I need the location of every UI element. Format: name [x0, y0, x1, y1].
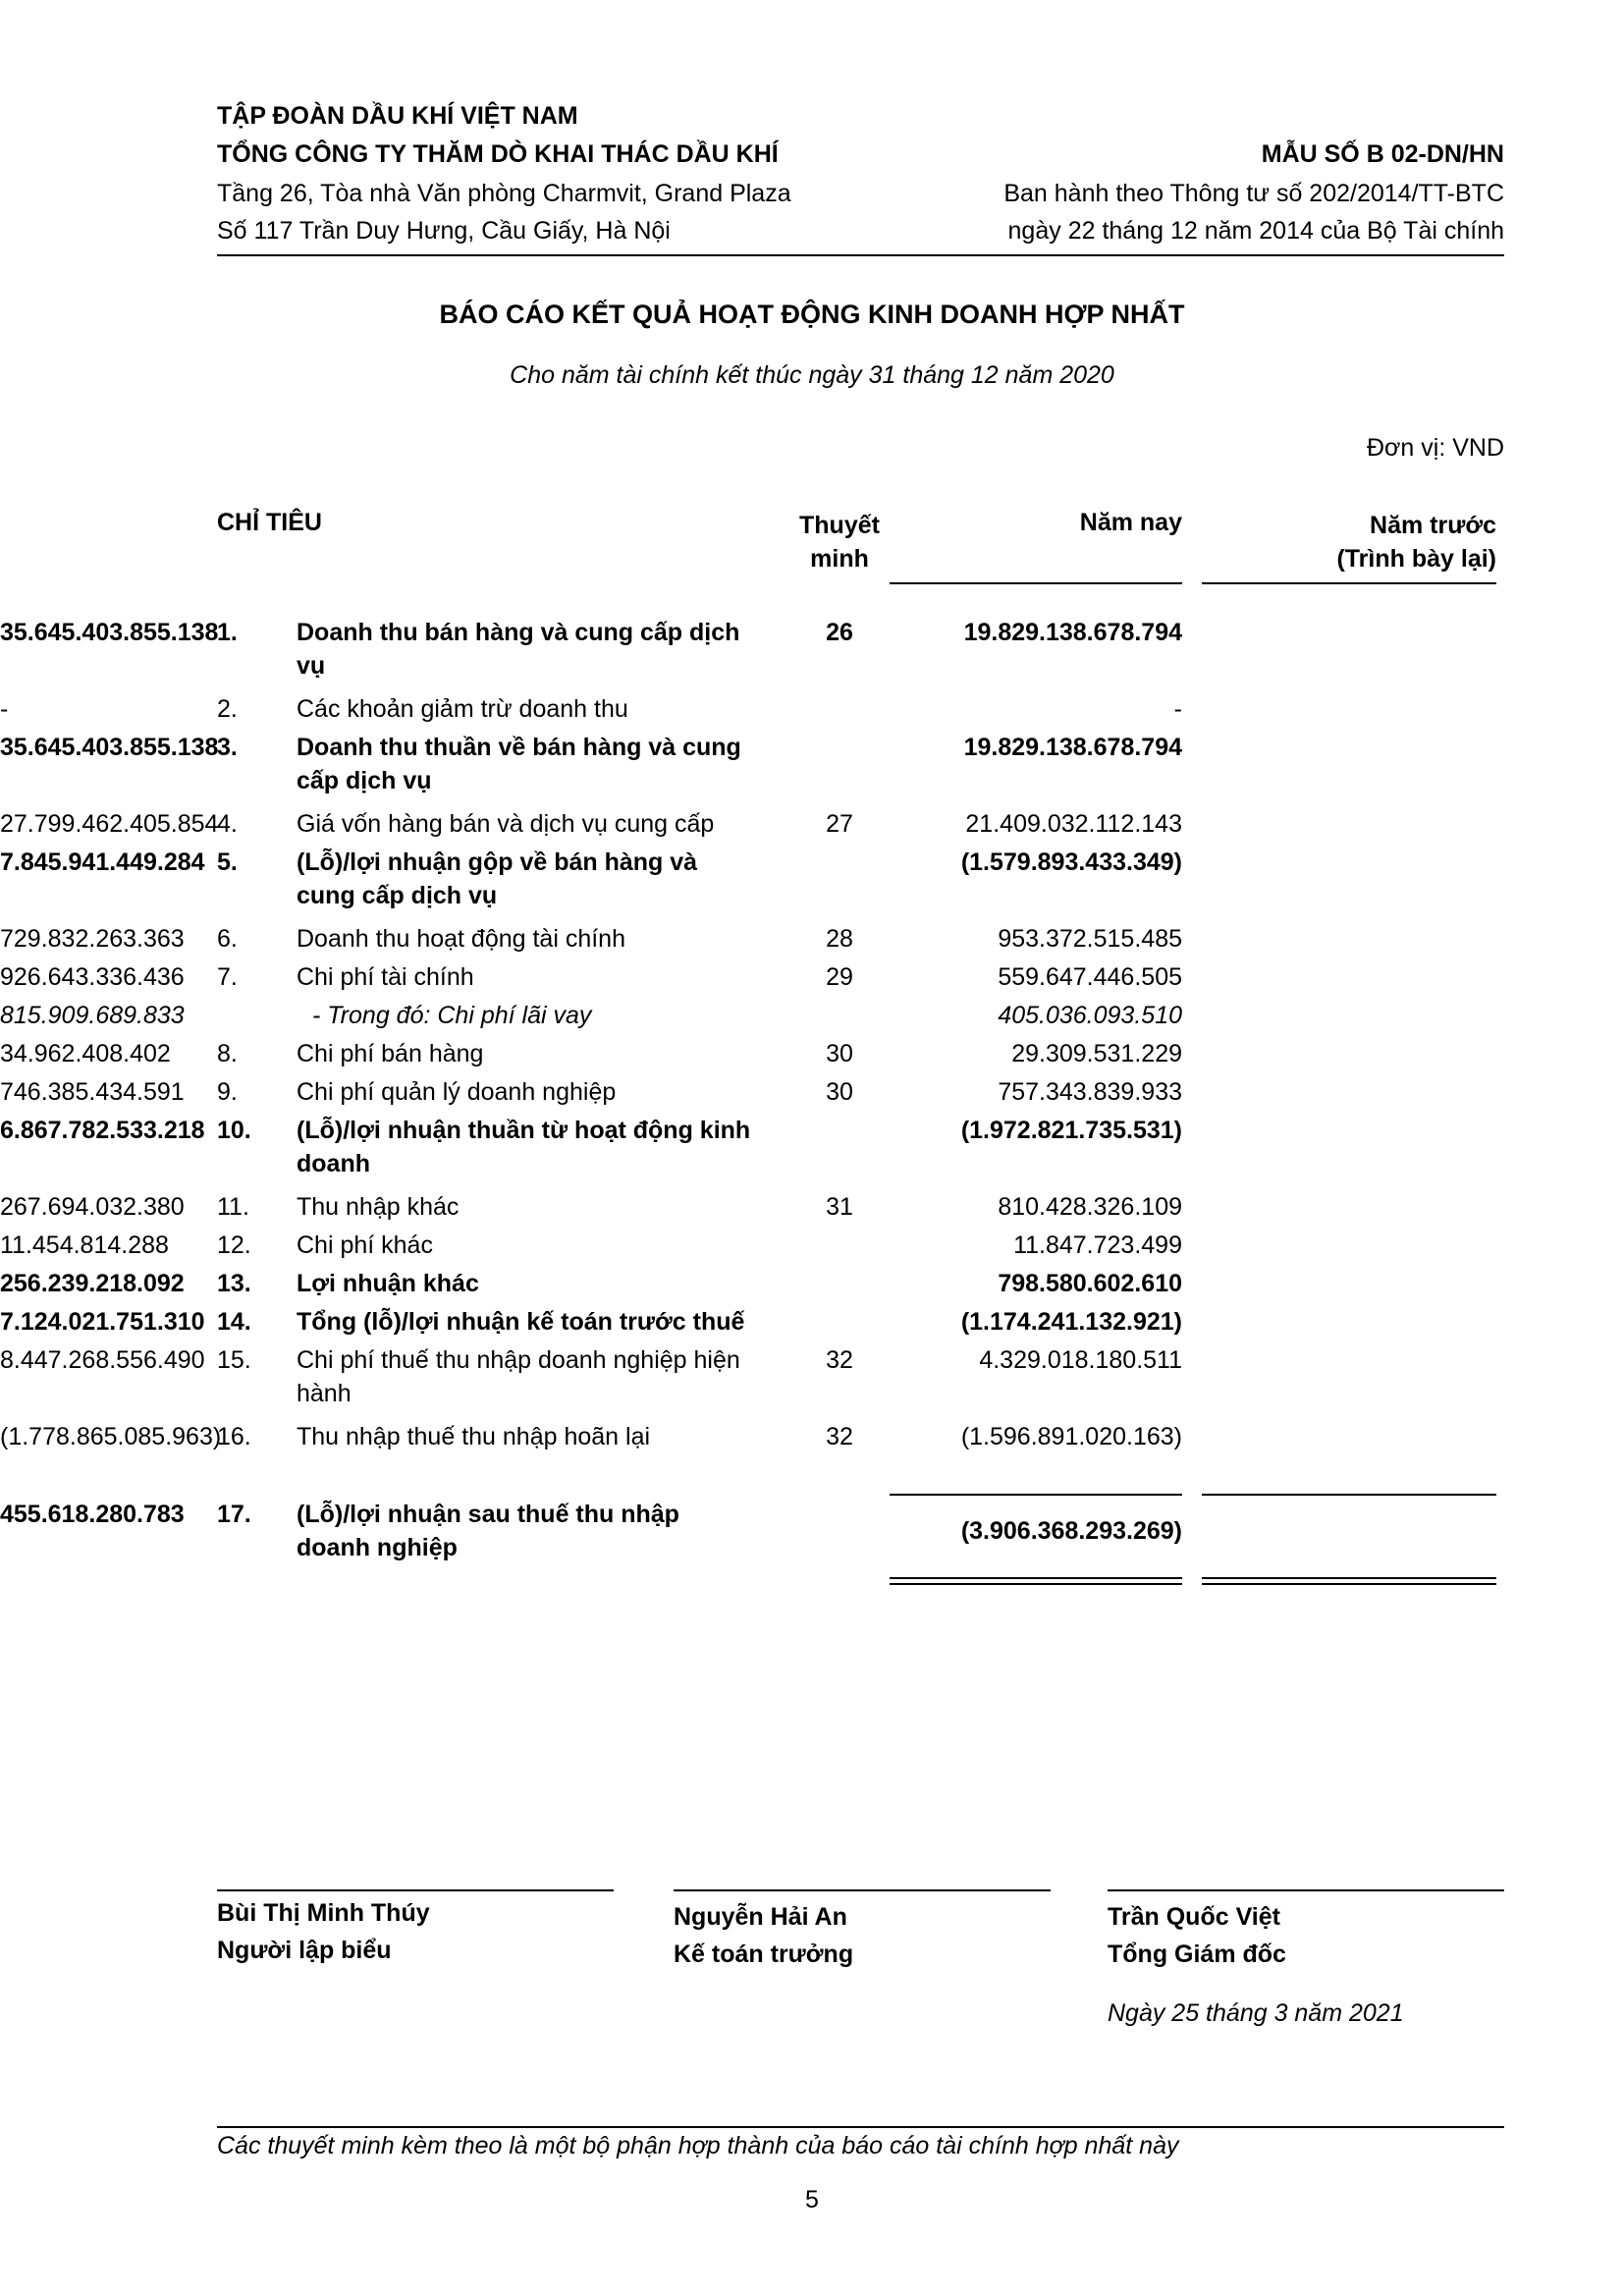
row-item-name: Chi phí khác [297, 1231, 433, 1259]
prior-year-header-underline [1202, 582, 1496, 584]
row-note-ref: 27 [826, 810, 853, 838]
row-item-name: Doanh thu bán hàng và cung cấp dịch vụ [297, 619, 740, 680]
table-row [0, 1037, 1624, 1070]
footer-note: Các thuyết minh kèm theo là một bộ phận hợp thành của báo cáo tài chính hợp nhất này [217, 2132, 1179, 2159]
row-item-name: Tổng (lỗ)/lợi nhuận kế toán trước thuế [297, 1308, 745, 1336]
row-item-name: Các khoản giảm trừ doanh thu [297, 695, 628, 723]
row-current-year-value: 21.409.032.112.143 [965, 810, 1182, 838]
row-prior-year-value: 7.845.941.449.284 [0, 848, 205, 876]
row-current-year-value: (1.174.241.132.921) [960, 1308, 1182, 1336]
row-item-name: (Lỗ)/lợi nhuận thuần từ hoạt động kinh doanh [297, 1117, 751, 1177]
row-number: 8. [217, 1040, 238, 1067]
row-note-ref: 32 [826, 1346, 853, 1374]
column-header-current-year: Năm nay [1079, 509, 1182, 536]
row-number: 9. [217, 1078, 238, 1106]
row-current-year-value: (1.972.821.735.531) [960, 1117, 1182, 1144]
row-prior-year-value: (1.778.865.085.963) [0, 1423, 222, 1450]
row-note-ref: 30 [826, 1040, 853, 1067]
row-number: 5. [217, 848, 238, 876]
row-current-year-value: 810.428.326.109 [998, 1193, 1182, 1221]
current-year-header-underline [890, 582, 1182, 584]
row-item-name: Thu nhập khác [297, 1193, 460, 1221]
signature-line-general-director [1108, 1889, 1504, 1891]
row-note-ref: 28 [826, 925, 853, 953]
row-prior-year-value: 455.618.280.783 [0, 1501, 185, 1528]
row-current-year-value: 29.309.531.229 [1011, 1040, 1182, 1067]
page-number: 5 [805, 2186, 819, 2214]
table-row [0, 922, 1624, 956]
preparer-name: Bùi Thị Minh Thúy [217, 1899, 430, 1927]
row-current-year-value: 4.329.018.180.511 [979, 1346, 1182, 1374]
row-item-name: Thu nhập thuế thu nhập hoãn lại [297, 1423, 651, 1450]
row-number: 3. [217, 734, 238, 761]
row-number: 13. [217, 1270, 251, 1297]
row-current-year-value: 559.647.446.505 [998, 963, 1182, 991]
row-prior-year-value: 815.909.689.833 [0, 1002, 185, 1029]
row-prior-year-value: 11.454.814.288 [0, 1231, 169, 1259]
report-title: BÁO CÁO KẾT QUẢ HOẠT ĐỘNG KINH DOANH HỢP NHẤT [439, 300, 1185, 329]
row-current-year-value: 405.036.093.510 [998, 1002, 1182, 1029]
column-header-note-line1: Thuyết [799, 512, 880, 539]
company-address-line1: Tầng 26, Tòa nhà Văn phòng Charmvit, Grand Plaza [217, 180, 791, 207]
signature-preparer [217, 1894, 430, 1969]
row-number: 15. [217, 1346, 251, 1374]
table-row [0, 1229, 1624, 1262]
row-number: 10. [217, 1117, 251, 1144]
current-year-double-underline [890, 1577, 1182, 1585]
table-row [0, 1305, 1624, 1339]
row-prior-year-value: 267.694.032.380 [0, 1193, 185, 1221]
table-row [0, 616, 1624, 680]
row-number: 7. [217, 963, 238, 991]
row-item-name: Doanh thu hoạt động tài chính [297, 925, 625, 953]
table-row [0, 807, 1624, 841]
row-current-year-value: (1.596.891.020.163) [960, 1423, 1182, 1450]
prior-year-total-topline [1202, 1494, 1496, 1496]
row-number: 1. [217, 619, 238, 646]
row-prior-year-value: 746.385.434.591 [0, 1078, 185, 1106]
row-number: 6. [217, 925, 238, 953]
row-prior-year-value: 729.832.263.363 [0, 925, 185, 953]
table-row [0, 1190, 1624, 1224]
table-row [0, 1114, 1624, 1177]
column-header-note [785, 509, 893, 575]
row-prior-year-value: - [0, 695, 9, 723]
column-header-note-line2: minh [810, 545, 869, 573]
row-prior-year-value: 7.124.021.751.310 [0, 1308, 205, 1336]
row-number: 2. [217, 695, 238, 723]
row-prior-year-value: 256.239.218.092 [0, 1270, 185, 1297]
preparer-title: Người lập biểu [217, 1937, 392, 1964]
signature-general-director [1108, 1898, 1286, 1973]
chief-accountant-title: Kế toán trưởng [674, 1941, 854, 1968]
row-prior-year-value: 34.962.408.402 [0, 1040, 171, 1067]
row-current-year-value: (3.906.368.293.269) [960, 1517, 1182, 1545]
row-item-name: Chi phí quản lý doanh nghiệp [297, 1078, 617, 1106]
row-item-name: (Lỗ)/lợi nhuận sau thuế thu nhập doanh nghiệp [297, 1501, 679, 1561]
row-prior-year-value: 6.867.782.533.218 [0, 1117, 205, 1144]
row-prior-year-value: 27.799.462.405.854 [0, 810, 219, 838]
regulation-line1: Ban hành theo Thông tư số 202/2014/TT-BTC [1003, 180, 1504, 207]
row-number: 17. [217, 1501, 251, 1528]
column-header-prior-line2: (Trình bày lại) [1336, 545, 1496, 573]
chief-accountant-name: Nguyễn Hải An [674, 1903, 847, 1931]
signing-date: Ngày 25 tháng 3 năm 2021 [1108, 1999, 1404, 2027]
column-header-prior-year [1198, 509, 1496, 575]
header-divider [217, 254, 1504, 256]
row-note-ref: 32 [826, 1423, 853, 1450]
prior-year-double-underline [1202, 1577, 1496, 1585]
footer-divider [217, 2126, 1504, 2128]
row-number: 11. [217, 1193, 249, 1221]
row-item-name: Giá vốn hàng bán và dịch vụ cung cấp [297, 810, 715, 838]
row-prior-year-value: 926.643.336.436 [0, 963, 185, 991]
row-note-ref: 26 [826, 619, 853, 646]
currency-unit: Đơn vị: VND [1366, 434, 1504, 462]
row-current-year-value: 19.829.138.678.794 [963, 619, 1182, 646]
row-current-year-value: (1.579.893.433.349) [960, 848, 1182, 876]
report-period: Cho năm tài chính kết thúc ngày 31 tháng 12 năm 2020 [510, 361, 1114, 389]
regulation-line2: ngày 22 tháng 12 năm 2014 của Bộ Tài chính [1007, 217, 1504, 245]
table-row [0, 1498, 1624, 1561]
row-number: 4. [217, 810, 238, 838]
table-row [0, 999, 1624, 1032]
row-item-name: - Trong đó: Chi phí lãi vay [312, 1002, 592, 1029]
row-current-year-value: 953.372.515.485 [998, 925, 1182, 953]
signature-line-chief-accountant [674, 1889, 1051, 1891]
table-row [0, 1075, 1624, 1109]
row-item-name: Lợi nhuận khác [297, 1270, 479, 1297]
row-note-ref: 29 [826, 963, 853, 991]
signature-line-preparer [217, 1889, 614, 1891]
current-year-total-topline [890, 1494, 1182, 1496]
row-current-year-value: 19.829.138.678.794 [963, 734, 1182, 761]
row-current-year-value: 798.580.602.610 [998, 1270, 1182, 1297]
row-current-year-value: - [1173, 695, 1182, 723]
row-current-year-value: 757.343.839.933 [998, 1078, 1182, 1106]
row-item-name: Chi phí thuế thu nhập doanh nghiệp hiện hành [297, 1346, 740, 1407]
row-item-name: (Lỗ)/lợi nhuận gộp về bán hàng và cung cấp dịch vụ [297, 848, 698, 909]
row-number: 12. [217, 1231, 251, 1259]
general-director-title: Tổng Giám đốc [1108, 1941, 1286, 1968]
company-name: TỔNG CÔNG TY THĂM DÒ KHAI THÁC DẦU KHÍ [217, 140, 779, 168]
row-number: 14. [217, 1308, 251, 1336]
general-director-name: Trần Quốc Việt [1108, 1903, 1280, 1931]
row-current-year-value: 11.847.723.499 [1013, 1231, 1182, 1259]
table-row [0, 1420, 1624, 1453]
table-row [0, 960, 1624, 994]
company-address-line2: Số 117 Trần Duy Hưng, Cầu Giấy, Hà Nội [217, 217, 671, 245]
row-note-ref: 30 [826, 1078, 853, 1106]
table-row [0, 731, 1624, 794]
column-header-prior-line1: Năm trước [1370, 512, 1496, 539]
table-row [0, 692, 1624, 726]
row-number: 16. [217, 1423, 251, 1450]
row-item-name: Chi phí bán hàng [297, 1040, 484, 1067]
form-number: MẪU SỐ B 02-DN/HN [1261, 140, 1504, 168]
row-prior-year-value: 35.645.403.855.138 [0, 734, 219, 761]
table-row [0, 846, 1624, 909]
column-header-item: CHỈ TIÊU [217, 509, 322, 536]
table-row [0, 1343, 1624, 1407]
signature-chief-accountant [674, 1898, 853, 1973]
group-name: TẬP ĐOÀN DẦU KHÍ VIỆT NAM [217, 102, 578, 130]
table-row [0, 1267, 1624, 1300]
row-item-name: Doanh thu thuần về bán hàng và cung cấp dịch vụ [297, 734, 741, 794]
row-prior-year-value: 8.447.268.556.490 [0, 1346, 205, 1374]
row-prior-year-value: 35.645.403.855.138 [0, 619, 219, 646]
row-item-name: Chi phí tài chính [297, 963, 474, 991]
row-note-ref: 31 [826, 1193, 853, 1221]
